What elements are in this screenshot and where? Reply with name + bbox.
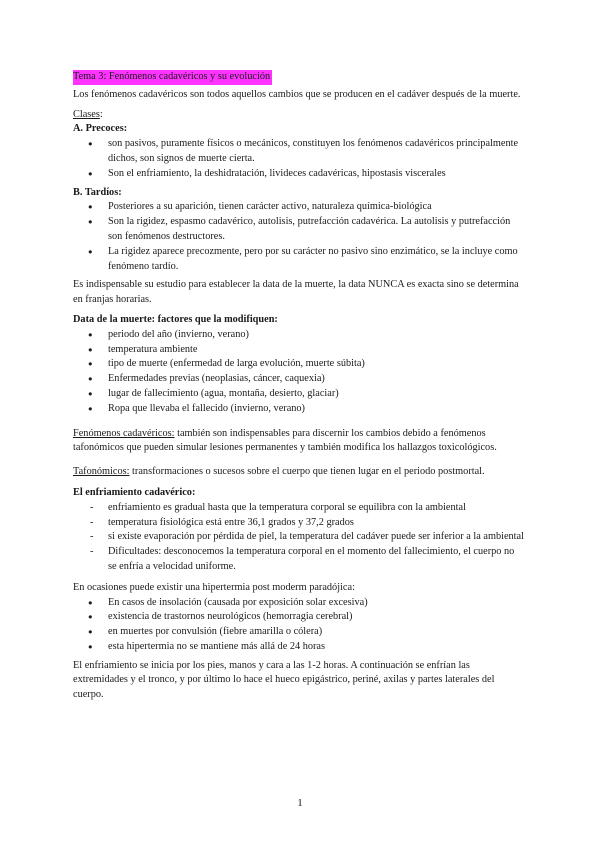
list-item: ● Son la rigidez, espasmo cadavérico, autolisis, putrefacción cadavérica. La autolisis y putrefacción son fenómenos destructores. <box>73 215 525 245</box>
list-item: - si existe evaporación por pérdida de piel, la temperatura del cadáver puede ser inferior a la ambiental <box>73 530 525 545</box>
precoces-list <box>73 137 525 181</box>
hipertermia-intro: En ocasiones puede existir una hipertermia post moderm paradójica: <box>73 581 355 593</box>
document-title: Tema 3: Fenómenos cadavéricos y su evolución <box>73 70 272 85</box>
tafonomicos-text: transformaciones o sucesos sobre el cuerpo que tienen lugar en el periodo postmortal. <box>129 466 485 478</box>
list-item: ● temperatura ambiente <box>73 343 525 358</box>
clases-heading <box>73 108 525 123</box>
list-item: ● existencia de trastornos neurológicos (hemorragia cerebral) <box>73 610 525 625</box>
enfriamiento-list <box>73 501 525 575</box>
final-paragraph: El enfriamiento se inicia por los pies, manos y cara a las 1-2 horas. A continuación se enfrían las extremidades y el tronco, y por último lo hace el hueco epigástrico, periné, axilas y partes laterales del cuerpo. <box>73 659 495 701</box>
fenomenos-text: también son indispensables para discernir los cambios debido a fenómenos tafonómicos que pueden simular lesiones permanentes y también modifica los hallazgos toxicológicos. <box>73 427 497 454</box>
list-item: ● Ropa que llevaba el fallecido (invierno, verano) <box>73 402 525 417</box>
page-number: 1 <box>297 797 303 809</box>
tafonomicos-label: Tafonómicos: <box>73 466 130 478</box>
list-item: ● En casos de insolación (causada por exposición solar excesiva) <box>73 596 525 611</box>
data-muerte-heading: Data de la muerte: factores que la modifiquen: <box>73 313 278 325</box>
list-item: ● periodo del año (invierno, verano) <box>73 328 525 343</box>
list-item: - Dificultades: desconocemos la temperatura corporal en el momento del fallecimiento, el cuerpo no se enfría a velocidad uniforme. <box>73 545 525 575</box>
list-item: ● Enfermedades previas (neoplasias, cáncer, caquexia) <box>73 372 525 387</box>
precoces-heading: A. Precoces: <box>73 123 128 135</box>
list-item: ● Posteriores a su aparición, tienen carácter activo, naturaleza química-biológica <box>73 200 525 215</box>
list-item: ● esta hipertermia no se mantiene más allá de 24 horas <box>73 640 525 655</box>
list-item: - temperatura fisiológica está entre 36,1 grados y 37,2 grados <box>73 516 525 531</box>
list-item: ● en muertes por convulsión (fiebre amarilla o cólera) <box>73 625 525 640</box>
list-item: ● tipo de muerte (enfermedad de larga evolución, muerte súbita) <box>73 357 525 372</box>
clases-label: Clases <box>73 108 100 120</box>
list-item: ● lugar de fallecimiento (agua, montaña, desierto, glaciar) <box>73 387 525 402</box>
intro-paragraph: Los fenómenos cadavéricos son todos aquellos cambios que se producen en el cadáver después de la muerte. <box>73 88 521 100</box>
title-line <box>73 70 525 85</box>
enfriamiento-heading: El enfriamiento cadavérico: <box>73 486 196 498</box>
list-item: ● son pasivos, puramente físicos o mecánicos, constituyen los fenómenos cadavéricos principalmente dichos, son signos de muerte cierta. <box>73 137 525 167</box>
list-item: ● Son el enfriamiento, la deshidratación, livideces cadavéricas, hipostasis viscerales <box>73 167 525 182</box>
fenomenos-paragraph <box>73 427 525 457</box>
fenomenos-label: Fenómenos cadavéricos: <box>73 427 175 439</box>
hipertermia-list <box>73 596 525 655</box>
tardios-heading: B. Tardíos: <box>73 186 122 198</box>
indispensable-paragraph: Es indispensable su estudio para establecer la data de la muerte, la data NUNCA es exacta sino se determina en franjas horarias. <box>73 279 519 306</box>
page-content <box>73 70 525 708</box>
list-item: - enfriamiento es gradual hasta que la temperatura corporal se equilibra con la ambiental <box>73 501 525 516</box>
list-item: ● La rigidez aparece precozmente, pero por su carácter no pasivo sino enzimático, se la incluye como fenómeno tardío. <box>73 245 525 275</box>
tafonomicos-paragraph <box>73 465 525 480</box>
clases-colon: : <box>99 108 103 120</box>
data-muerte-list <box>73 328 525 417</box>
tardios-list <box>73 200 525 274</box>
